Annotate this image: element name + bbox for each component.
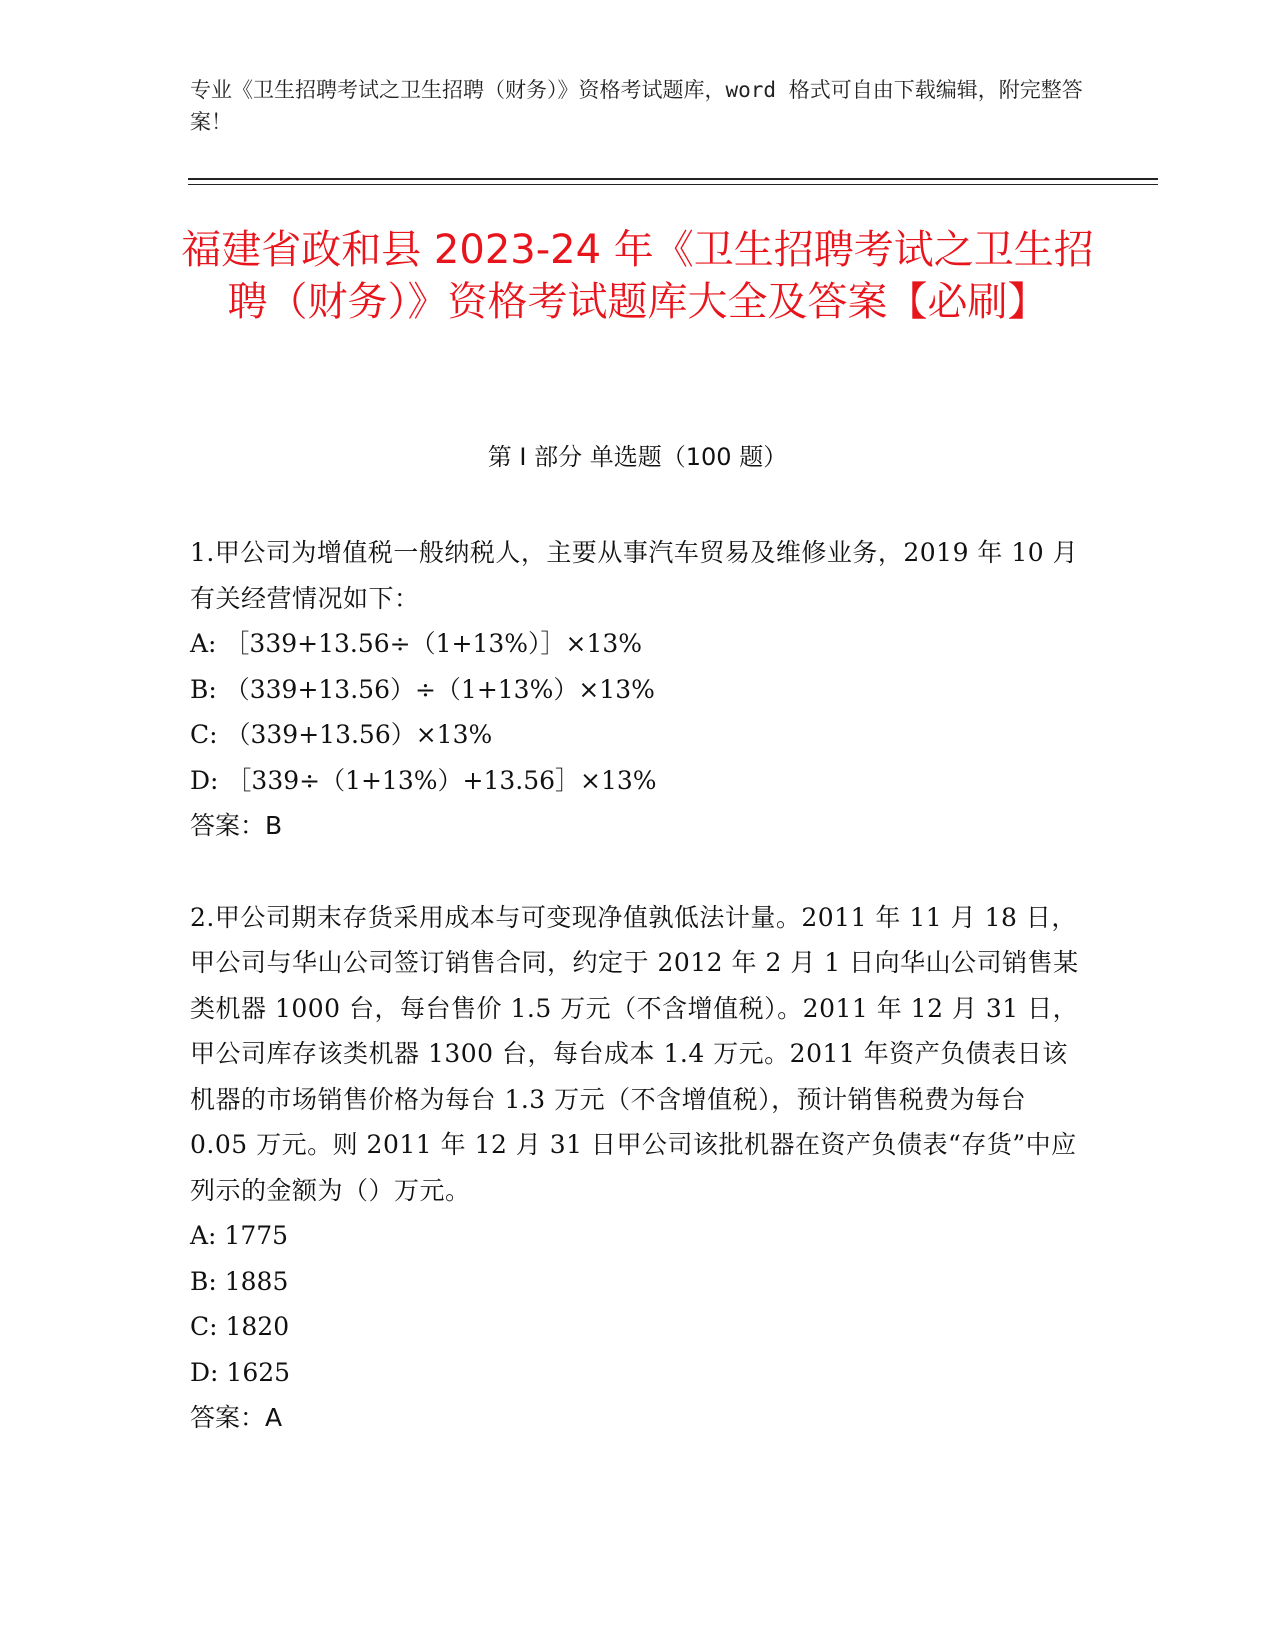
header-divider-thick <box>188 178 1158 180</box>
header-divider-thin <box>188 184 1158 185</box>
option-a: A: 1775 <box>190 1221 289 1250</box>
option-c: C: （339+13.56）×13% <box>190 720 493 749</box>
question-stem: 1.甲公司为增值税一般纳税人，主要从事汽车贸易及维修业务，2019 年 10 月有关经营情况如下： <box>190 538 1079 613</box>
question-list <box>190 530 1090 1487</box>
question-2 <box>190 895 1090 1441</box>
document-title: 福建省政和县 2023-24 年《卫生招聘考试之卫生招聘（财务）》资格考试题库大全及答案【必刷】 <box>181 227 1094 325</box>
option-c: C: 1820 <box>190 1312 290 1341</box>
option-list <box>190 1213 1090 1395</box>
option-list <box>190 621 1090 803</box>
answer-line: 答案：A <box>190 1403 283 1432</box>
option-b: B: （339+13.56）÷（1+13%）×13% <box>190 674 655 704</box>
header-note: 专业《卫生招聘考试之卫生招聘（财务）》资格考试题库，word 格式可自由下载编辑，附完整答案！ <box>190 78 1083 134</box>
option-d: D: ［339÷（1+13%）+13.56］×13% <box>190 765 657 795</box>
option-a: A: ［339+13.56÷（1+13%）］×13% <box>190 629 643 658</box>
question-stem: 2.甲公司期末存货采用成本与可变现净值孰低法计量。2011 年 11 月 18 日，甲公司与华山公司签订销售合同，约定于 2012 年 2 月 1 日向华山公司销售某类机器 1000 台，每台售价 1.5 万元（不含增值税）。2011 年 12 月 31 日，甲公司库存该类机器 1300 台，每台成本 1.4 万元。2011 年资产负债表日该机器的市场销售价格为每台 1.3 万元（不含增值税），预计销售税费为每台 0.05 万元。则 2011 年 12 月 31 日甲公司该批机器在资产负债表“存货”中应列示的金额为（）万元。 <box>190 902 1079 1205</box>
option-b: B: 1885 <box>190 1266 289 1296</box>
answer-line: 答案：B <box>190 811 283 840</box>
option-d: D: 1625 <box>190 1357 291 1387</box>
section-heading: 第 I 部分 单选题（100 题） <box>487 443 788 471</box>
question-1 <box>190 530 1090 849</box>
